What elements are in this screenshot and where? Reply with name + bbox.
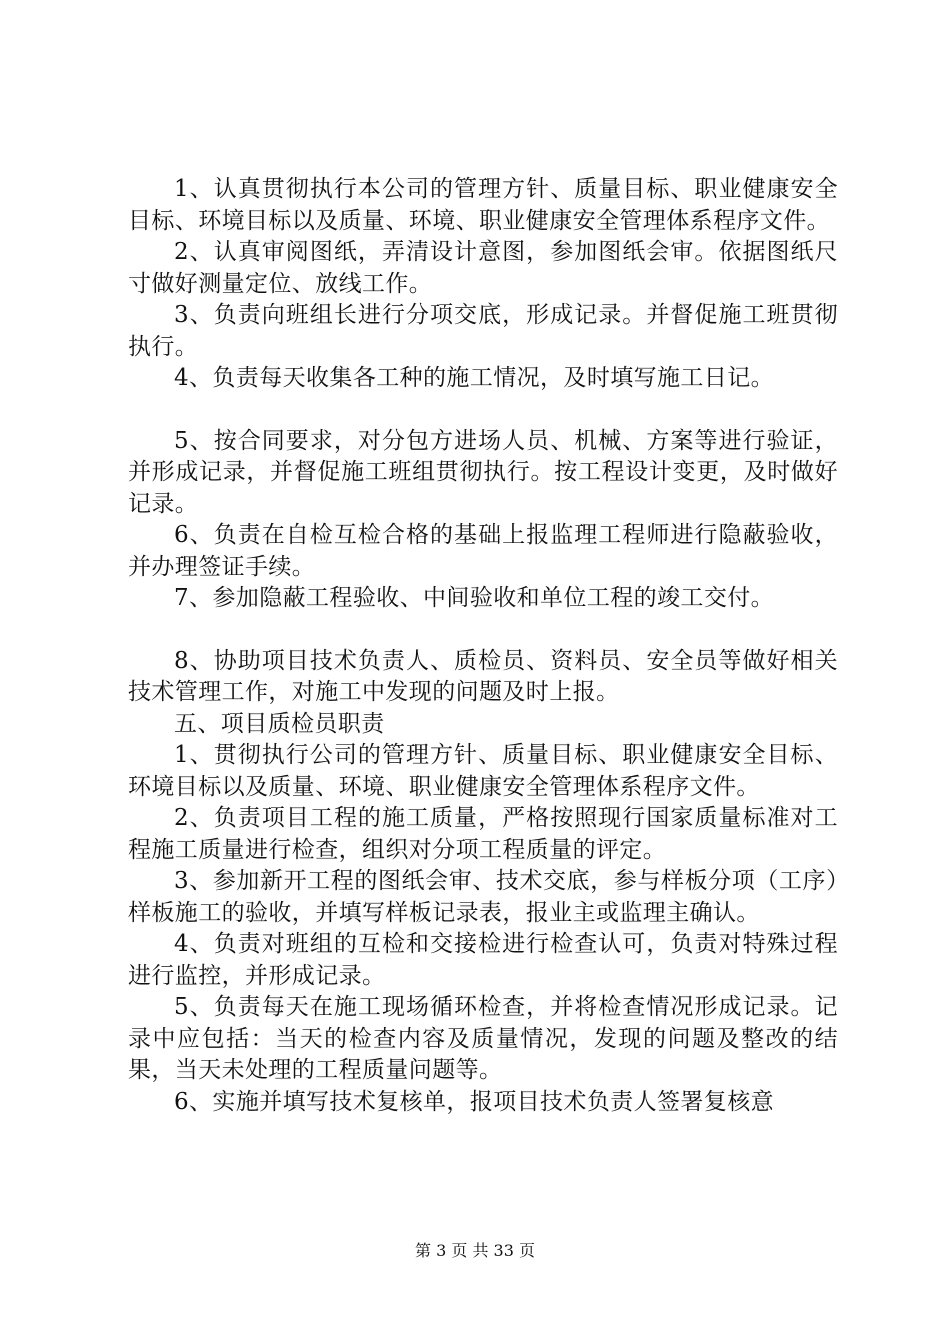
paragraph-qc-4: 4、负责对班组的互检和交接检进行检查认可，负责对特殊过程进行监控，并形成记录。 [128,931,838,989]
paragraph-qc-6: 6、实施并填写技术复核单，报项目技术负责人签署复核意 [174,1088,775,1115]
paragraph-7: 7、参加隐蔽工程验收、中间验收和单位工程的竣工交付。 [174,585,775,611]
paragraph-4: 4、负责每天收集各工种的施工情况，及时填写施工日记。 [174,365,775,391]
paragraph-qc-5: 5、负责每天在施工现场循环检查，并将检查情况形成记录。记录中应包括：当天的检查内容及质量情况，发现的问题及整改的结果，当天未处理的工程质量问题等。 [128,994,838,1083]
paragraph-5: 5、按合同要求，对分包方进场人员、机械、方案等进行验证，并形成记录，并督促施工班组贯彻执行。按工程设计变更，及时做好记录。 [128,427,838,517]
document-body [128,174,838,1118]
paragraph-qc-3: 3、参加新开工程的图纸会审、技术交底，参与样板分项（工序）样板施工的验收，并填写样板记录表，报业主或监理主确认。 [128,868,838,926]
paragraph-qc-1: 1、贯彻执行公司的管理方针、质量目标、职业健康安全目标、环境目标以及质量、环境、职业健康安全管理体系程序文件。 [128,742,838,800]
paragraph-qc-2: 2、负责项目工程的施工质量，严格按照现行国家质量标准对工程施工质量进行检查，组织对分项工程质量的评定。 [128,805,838,863]
paragraph-6: 6、负责在自检互检合格的基础上报监理工程师进行隐蔽验收，并办理签证手续。 [128,522,838,580]
page-number-footer: 第 3 页 共 33 页 [415,1241,535,1260]
paragraph-8: 8、协助项目技术负责人、质检员、资料员、安全员等做好相关技术管理工作，对施工中发现的问题及时上报。 [128,647,838,705]
paragraph-2: 2、认真审阅图纸，弄清设计意图，参加图纸会审。依据图纸尺寸做好测量定位、放线工作。 [128,239,838,297]
paragraph-3: 3、负责向班组长进行分项交底，形成记录。并督促施工班贯彻执行。 [128,302,838,360]
section-heading: 五、项目质检员职责 [174,710,385,737]
paragraph-1: 1、认真贯彻执行本公司的管理方针、质量目标、职业健康安全目标、环境目标以及质量、环境、职业健康安全管理体系程序文件。 [128,176,838,234]
